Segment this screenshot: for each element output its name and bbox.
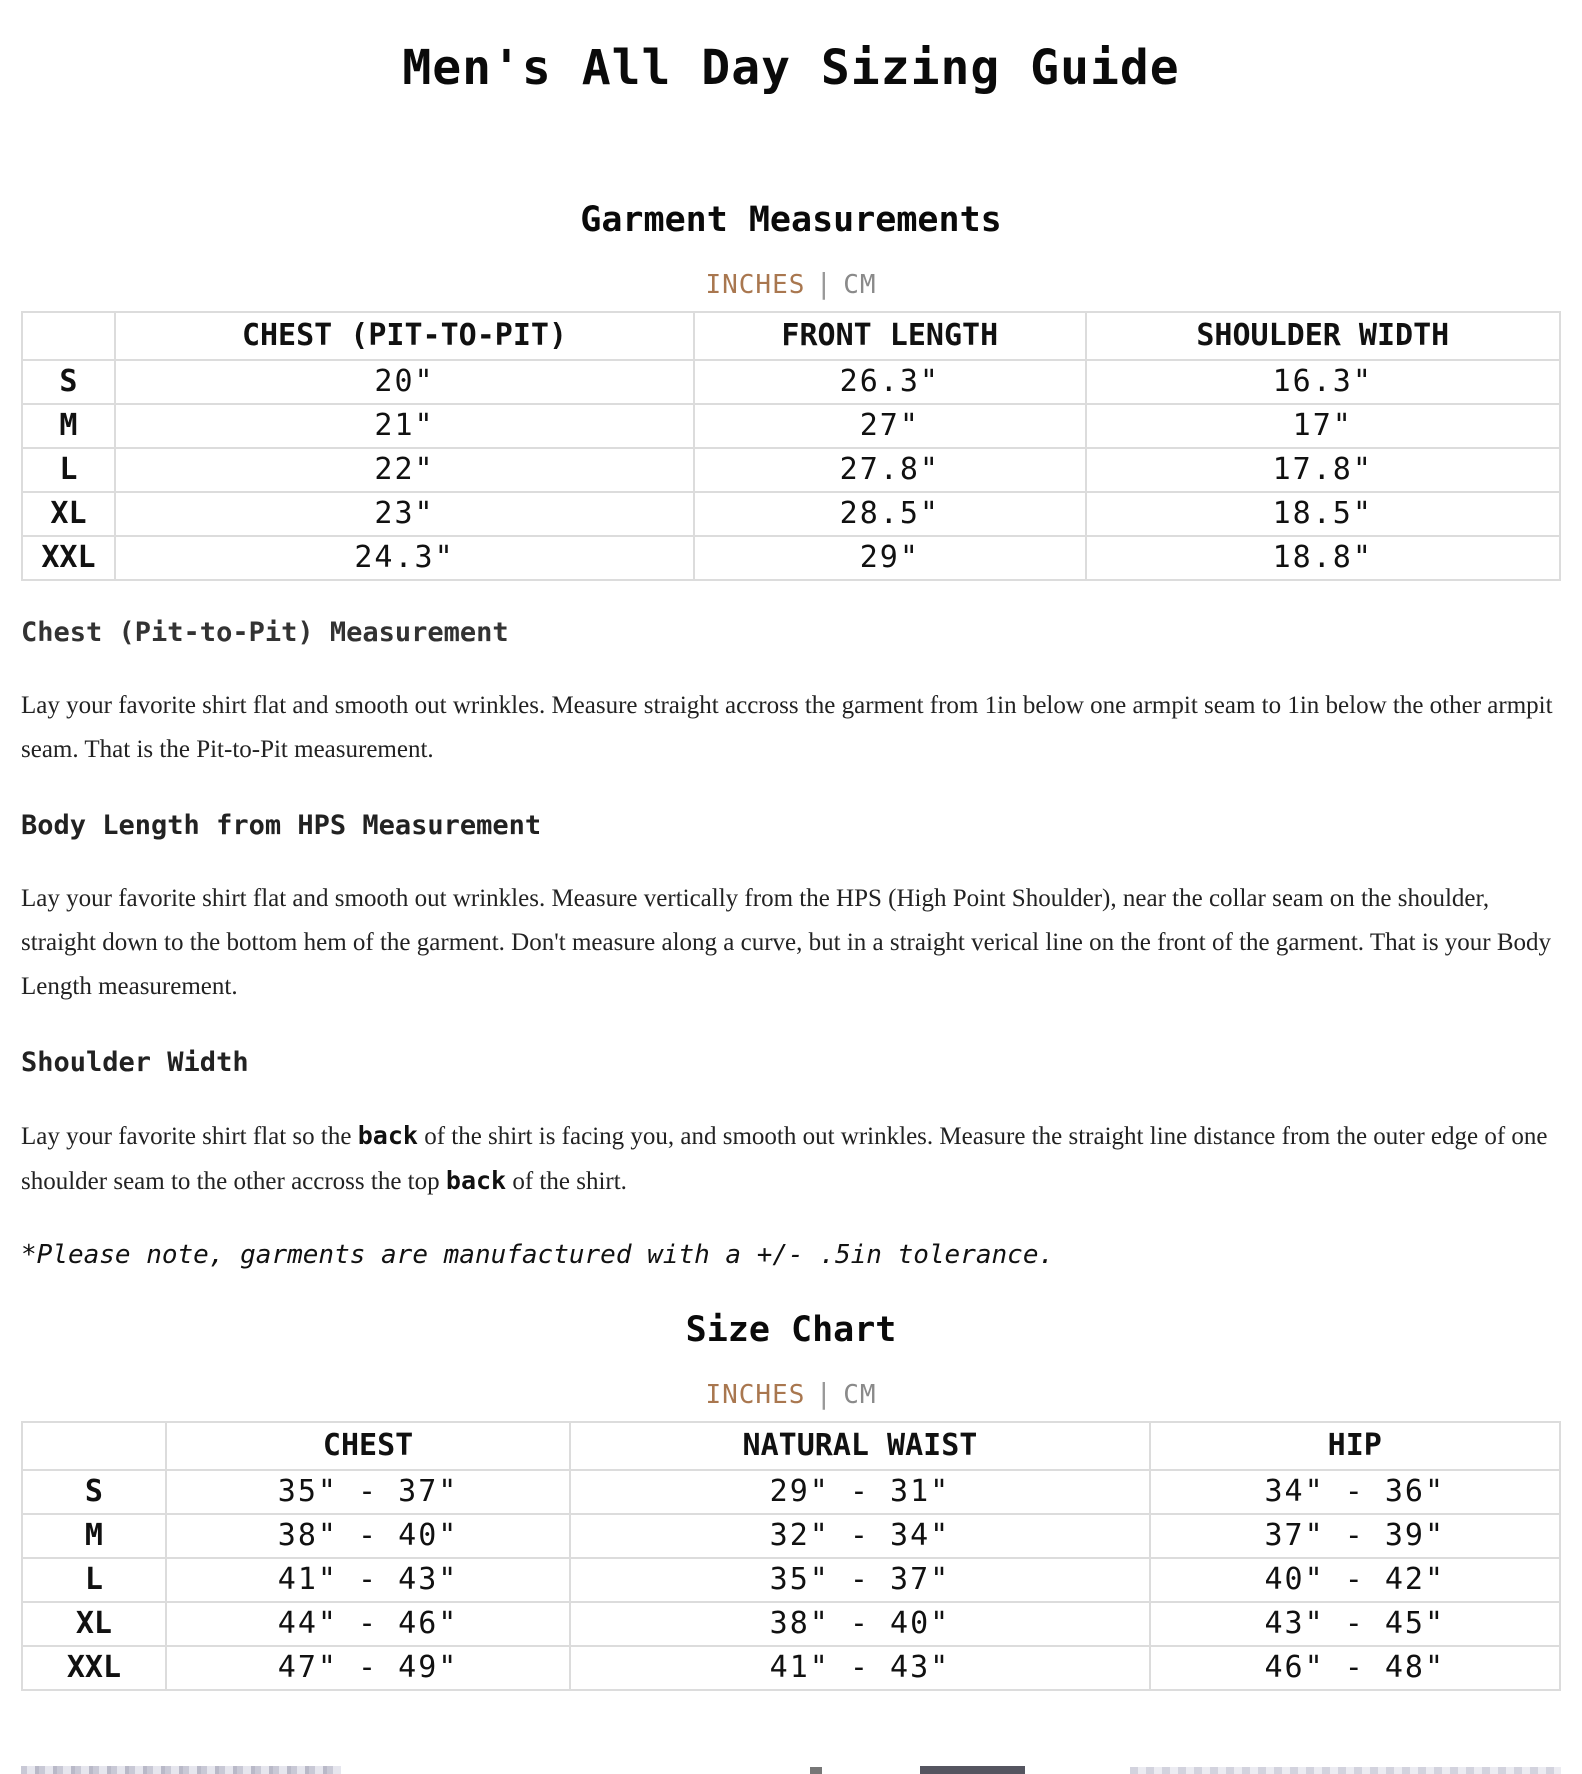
garment-measurements-table xyxy=(21,311,1561,581)
front-length-value: 27" xyxy=(694,404,1085,448)
size-chart-unit-toggle xyxy=(21,1377,1561,1415)
hip-range: 40" - 42" xyxy=(1150,1558,1560,1602)
front-length-value: 29" xyxy=(694,536,1085,580)
product-photo-3 xyxy=(920,1766,1025,1774)
size-label: L xyxy=(22,448,115,492)
table-header-shoulder-width: SHOULDER WIDTH xyxy=(1086,312,1560,360)
table-header-row xyxy=(22,312,1560,360)
garment-unit-separator: | xyxy=(815,267,834,300)
size-label: S xyxy=(22,360,115,404)
shoulder-text-bold-back-2: back xyxy=(445,1166,507,1195)
chest-range: 44" - 46" xyxy=(166,1602,570,1646)
shoulder-width-value: 18.8" xyxy=(1086,536,1560,580)
size-label: S xyxy=(22,1470,166,1514)
chest-value: 20" xyxy=(115,360,694,404)
chest-measurement-heading: Chest (Pit-to-Pit) Measurement xyxy=(21,617,509,648)
table-header-row xyxy=(22,1422,1560,1470)
size-chart-unit-cm[interactable]: CM xyxy=(843,1380,877,1410)
table-header-empty xyxy=(22,1422,166,1470)
size-chart-title: Size Chart xyxy=(685,1310,897,1350)
chest-value: 22" xyxy=(115,448,694,492)
page-title: Men's All Day Sizing Guide xyxy=(402,40,1180,96)
table-row xyxy=(22,536,1560,580)
table-row xyxy=(22,1646,1560,1690)
chest-range: 38" - 40" xyxy=(166,1514,570,1558)
shoulder-text-part-3: of the shirt. xyxy=(506,1168,627,1195)
hip-range: 43" - 45" xyxy=(1150,1602,1560,1646)
waist-range: 32" - 34" xyxy=(570,1514,1149,1558)
table-row xyxy=(22,1602,1560,1646)
size-label: XXL xyxy=(22,536,115,580)
size-label: M xyxy=(22,1514,166,1558)
table-header-hip: HIP xyxy=(1150,1422,1560,1470)
table-header-chest: CHEST (PIT-TO-PIT) xyxy=(115,312,694,360)
chest-range: 41" - 43" xyxy=(166,1558,570,1602)
product-photo-strip xyxy=(0,1764,1582,1774)
front-length-value: 28.5" xyxy=(694,492,1085,536)
table-row xyxy=(22,1514,1560,1558)
shoulder-width-value: 17" xyxy=(1086,404,1560,448)
garment-unit-cm[interactable]: CM xyxy=(843,270,877,300)
table-row xyxy=(22,448,1560,492)
garment-unit-toggle xyxy=(21,267,1561,305)
waist-range: 35" - 37" xyxy=(570,1558,1149,1602)
size-label: M xyxy=(22,404,115,448)
product-photo-1 xyxy=(21,1766,341,1774)
hip-range: 46" - 48" xyxy=(1150,1646,1560,1690)
chest-measurement-text: Lay your favorite shirt flat and smooth out wrinkles. Measure straight accross the garment from 1in below one armpit seam to 1in below the other armpit seam. That is the Pit-to-Pit measurement. xyxy=(21,692,1553,763)
chest-value: 24.3" xyxy=(115,536,694,580)
hip-range: 34" - 36" xyxy=(1150,1470,1560,1514)
table-header-front-length: FRONT LENGTH xyxy=(694,312,1085,360)
product-photo-4 xyxy=(1130,1767,1561,1774)
size-label: XL xyxy=(22,492,115,536)
table-row xyxy=(22,360,1560,404)
body-length-heading: Body Length from HPS Measurement xyxy=(21,810,542,841)
tolerance-note: *Please note, garments are manufactured with a +/- .5in tolerance. xyxy=(21,1240,1055,1270)
shoulder-width-value: 18.5" xyxy=(1086,492,1560,536)
shoulder-width-text xyxy=(21,1114,1561,1204)
waist-range: 29" - 31" xyxy=(570,1470,1149,1514)
product-photo-2 xyxy=(810,1767,822,1774)
shoulder-text-part-1: Lay your favorite shirt flat so the xyxy=(21,1123,358,1150)
table-header-natural-waist: NATURAL WAIST xyxy=(570,1422,1149,1470)
shoulder-width-value: 17.8" xyxy=(1086,448,1560,492)
size-label: L xyxy=(22,1558,166,1602)
waist-range: 41" - 43" xyxy=(570,1646,1149,1690)
hip-range: 37" - 39" xyxy=(1150,1514,1560,1558)
table-row xyxy=(22,1470,1560,1514)
chest-range: 35" - 37" xyxy=(166,1470,570,1514)
shoulder-text-part-2: of the shirt is facing you, and smooth out wrinkles. Measure the straight line distance from the outer edge of one shoulder seam to the other accross the top xyxy=(21,1123,1548,1195)
chest-range: 47" - 49" xyxy=(166,1646,570,1690)
chest-value: 21" xyxy=(115,404,694,448)
waist-range: 38" - 40" xyxy=(570,1602,1149,1646)
table-row xyxy=(22,1558,1560,1602)
table-header-empty xyxy=(22,312,115,360)
front-length-value: 26.3" xyxy=(694,360,1085,404)
size-chart-unit-inches[interactable]: INCHES xyxy=(705,1380,806,1410)
body-length-text: Lay your favorite shirt flat and smooth out wrinkles. Measure vertically from the HPS (High Point Shoulder), near the collar seam on the shoulder, straight down to the bottom hem of the garment. Don't measure along a curve, but in a straight verical line on the front of the garment. That is your Body Length measurement. xyxy=(21,885,1552,1000)
table-row xyxy=(22,492,1560,536)
shoulder-text-bold-back-1: back xyxy=(357,1121,418,1150)
sizing-guide-page xyxy=(21,0,1561,1691)
front-length-value: 27.8" xyxy=(694,448,1085,492)
garment-measurements-title: Garment Measurements xyxy=(580,200,1002,240)
table-header-chest: CHEST xyxy=(166,1422,570,1470)
size-chart-table xyxy=(21,1421,1561,1691)
shoulder-width-value: 16.3" xyxy=(1086,360,1560,404)
size-chart-unit-separator: | xyxy=(815,1377,834,1410)
size-label: XL xyxy=(22,1602,166,1646)
chest-value: 23" xyxy=(115,492,694,536)
size-label: XXL xyxy=(22,1646,166,1690)
shoulder-width-heading: Shoulder Width xyxy=(21,1047,249,1078)
table-row xyxy=(22,404,1560,448)
garment-unit-inches[interactable]: INCHES xyxy=(705,270,806,300)
